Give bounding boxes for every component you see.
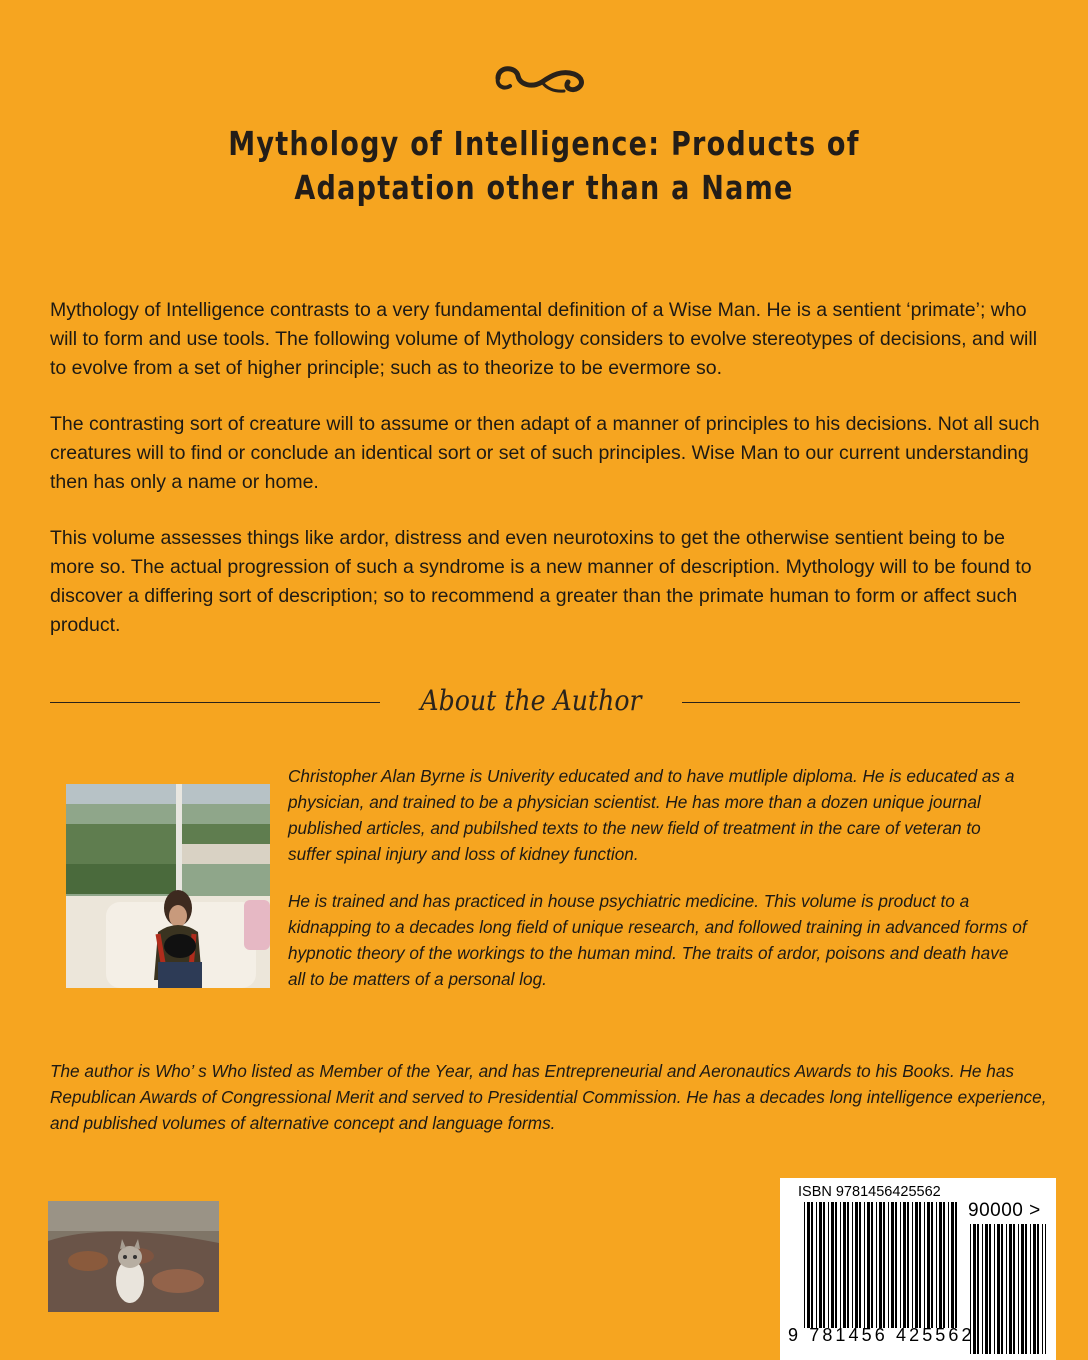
author-bio-paragraph: He is trained and has practiced in house psychiatric medicine. This volume is product to a kidnapping to a decades long field of unique research, and followed training in advanced forms of hypnotic theory of the workings to the human mind. The traits of ardor, poisons and death have all to be matters of a personal log. [288, 891, 1027, 989]
barcode-bar [1033, 1224, 1036, 1354]
barcode-bar [1045, 1224, 1046, 1354]
barcode-bar [871, 1202, 873, 1328]
barcode-bar [985, 1224, 988, 1354]
book-title-line-2: Adaptation other than a Name [294, 168, 794, 207]
barcode-bar [1009, 1224, 1012, 1354]
barcode-bar [867, 1202, 870, 1328]
barcode-bar [895, 1202, 897, 1328]
barcode-bar [994, 1224, 995, 1354]
barcode-bar [1006, 1224, 1007, 1354]
barcode-bar [876, 1202, 877, 1328]
decorative-swirl-ornament [484, 58, 604, 98]
barcode-bar [931, 1202, 933, 1328]
description-paragraph: Mythology of Intelligence contrasts to a very fundamental definition of a Wise Man. He is a sentient ‘primate’; who will to form and use tools. The following volume of Mythology considers to evolve stereotypes of decisions, and will to evolve from a set of higher principle; such as to theorize to be evermore so. [50, 299, 1038, 379]
barcode-bar [1025, 1224, 1027, 1354]
barcode-bar [1001, 1224, 1003, 1354]
description-paragraph: The contrasting sort of creature will to assume or then adapt of a manner of principles to his decisions. Not all such creatures will to find or conclude an identical sort or set of such principles. Wise Man to our current understanding then has only a name or home. [50, 413, 1040, 493]
barcode-bar [840, 1202, 841, 1328]
barcode-bar [864, 1202, 865, 1328]
barcode-bar [823, 1202, 825, 1328]
barcode-bar [891, 1202, 894, 1328]
barcode-digits: 9 781456 425562 [788, 1325, 975, 1345]
barcode-bar [919, 1202, 921, 1328]
author-awards-paragraph: The author is Who’ s Who listed as Member of the Year, and has Entrepreneurial and Aeronautics Awards to his Books. He has Republican Awards of Congressional Merit and served to Presidential Commission. He has a decades long intelligence experience, and published volumes of alternative concept and language forms. [50, 1061, 1047, 1133]
barcode-bar [927, 1202, 930, 1328]
barcode-bar [903, 1202, 906, 1328]
barcode-bar [831, 1202, 834, 1328]
barcode-bar [1037, 1224, 1039, 1354]
author-photo [66, 784, 270, 988]
divider-line-right [682, 702, 1020, 703]
barcode-bar [943, 1202, 945, 1328]
barcode-bar [843, 1202, 846, 1328]
barcode-bar [982, 1224, 983, 1354]
barcode-bar [997, 1224, 1000, 1354]
barcode-bar [828, 1202, 829, 1328]
barcode-bar [955, 1202, 957, 1328]
author-bio-paragraph: Christopher Alan Byrne is Univerity educated and to have mutliple diploma. He is educated as a physician, and trained to be a physician scientist. He has more than a dozen unique journal published articles, and pubilshed texts to the new field of treatment in the care of veteran to suffer spinal injury and loss of kidney function. [288, 766, 1015, 864]
barcode-bar [924, 1202, 925, 1328]
divider-line-left [50, 702, 380, 703]
book-description [50, 296, 1050, 667]
barcode-bar [915, 1202, 918, 1328]
book-title [196, 122, 891, 210]
barcode-bar [1018, 1224, 1019, 1354]
barcode-bar [816, 1202, 817, 1328]
isbn-barcode [780, 1178, 1056, 1360]
barcode-bar [900, 1202, 901, 1328]
barcode-bar [804, 1202, 805, 1328]
barcode-bar [855, 1202, 858, 1328]
barcode-bar [888, 1202, 889, 1328]
barcode-bar [939, 1202, 942, 1328]
barcode-bar [859, 1202, 861, 1328]
barcode-bar [852, 1202, 853, 1328]
barcode-bar [1042, 1224, 1043, 1354]
barcode-bar [912, 1202, 913, 1328]
barcode-bar [819, 1202, 822, 1328]
barcode-bar [879, 1202, 882, 1328]
description-paragraph: This volume assesses things like ardor, distress and even neurotoxins to get the otherwise sentient being to be more so. The actual progression of such a syndrome is a new manner of description. Mythology will to be found to discover a differing sort of description; so to recommend a greater than the primate human to form or affect such product. [50, 527, 1032, 636]
barcode-bar [807, 1202, 810, 1328]
price-code: 90000 > [968, 1200, 1041, 1221]
about-author-heading: About the Author [420, 684, 642, 717]
barcode-bar [936, 1202, 937, 1328]
barcode-bar [977, 1224, 979, 1354]
barcode-bar [1021, 1224, 1024, 1354]
isbn-label: ISBN 9781456425562 [798, 1184, 941, 1200]
barcode-bar [989, 1224, 991, 1354]
barcode-bar [1013, 1224, 1015, 1354]
barcode-bar [907, 1202, 909, 1328]
barcode-bar [847, 1202, 849, 1328]
barcode-bar [1030, 1224, 1031, 1354]
cat-photo [48, 1201, 219, 1312]
barcode-bar [951, 1202, 954, 1328]
book-title-line-1: Mythology of Intelligence: Products of [228, 124, 860, 163]
barcode-bar [948, 1202, 949, 1328]
barcode-bar [811, 1202, 813, 1328]
author-bio [288, 763, 1028, 1013]
barcode-bar [835, 1202, 837, 1328]
barcode-bar [883, 1202, 885, 1328]
